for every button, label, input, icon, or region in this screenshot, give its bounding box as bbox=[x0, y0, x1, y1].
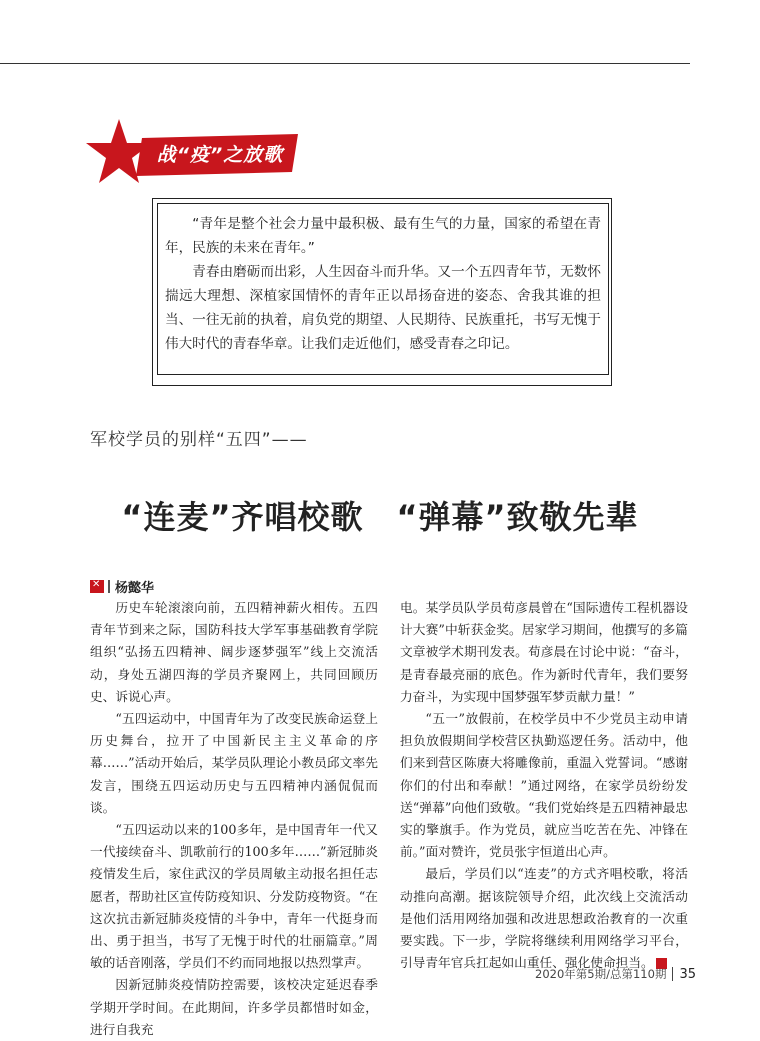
body-paragraph: “五四运动中，中国青年为了改变民族命运登上历史舞台，拉开了中国新民主主义革命的序幕……”活动开始后，某学员队理论小教员邱文率先发言，围绕五四运动历史与五四精神内涵侃侃而谈。 bbox=[90, 711, 378, 815]
footer-divider bbox=[672, 967, 673, 981]
quote-paragraph: 青春由磨砺而出彩，人生因奋斗而升华。又一个五四青年节，无数怀揣远大理想、深植家国情怀的青年正以昂扬奋进的姿态、舍我其谁的担当、一往无前的执着，肩负党的期望、人民期待、民族重托，书写无愧于伟大时代的青春华章。让我们走近他们，感受青春之印记。 bbox=[165, 264, 601, 352]
article-column-right bbox=[400, 597, 688, 974]
body-paragraph-text: 最后，学员们以“连麦”的方式齐唱校歌，将活动推向高潮。据该院领导介绍，此次线上交流活动是他们活用网络加强和改进思想政治教育的一次重要实践。下一步，学院将继续利用网络学习平台，引导青年官兵扛起如山重任、强化使命担当。 bbox=[400, 866, 688, 971]
quote-box bbox=[157, 203, 609, 375]
page-number: 35 bbox=[679, 966, 696, 982]
issue-info: 2020年第5期/总第110期 bbox=[535, 967, 667, 981]
author-byline bbox=[90, 578, 154, 594]
article-subtitle: 军校学员的别样“五四”—— bbox=[90, 430, 308, 450]
body-paragraph-last bbox=[400, 863, 688, 974]
top-rule bbox=[0, 63, 690, 64]
page-footer bbox=[535, 966, 696, 982]
author-name: 杨懿华 bbox=[115, 580, 155, 596]
body-paragraph: 电。某学员队学员荀彦晨曾在“国际遗传工程机器设计大赛”中斩获金奖。居家学习期间，他撰写的多篇文章被学术期刊发表。荀彦晨在讨论中说：“奋斗，是青春最亮丽的底色。作为新时代青年，我们要努力奋斗，为实现中国梦强军梦贡献力量！” bbox=[400, 600, 688, 704]
article-column-left bbox=[90, 597, 378, 1041]
author-mark-icon bbox=[90, 580, 104, 593]
section-banner-title: 战“疫”之放歌 bbox=[156, 144, 284, 166]
article-title: “连麦”齐唱校歌 “弹幕”致敬先辈 bbox=[121, 498, 639, 536]
body-paragraph: “五一”放假前，在校学员中不少党员主动申请担负放假期间学校营区执勤巡逻任务。活动中，他们来到营区陈赓大将雕像前，重温入党誓词。“感谢你们的付出和奉献！”通过网络，在家学员纷纷发送“弹幕”向他们致敬。“我们党始终是五四精神最忠实的擎旗手。作为党员，就应当吃苦在先、冲锋在前。”面对赞许，党员张宇恒道出心声。 bbox=[400, 711, 688, 860]
end-mark-icon: G bbox=[656, 958, 667, 969]
body-paragraph: 因新冠肺炎疫情防控需要，该校决定延迟春季学期开学时间。在此期间，许多学员都惜时如金，进行自我充 bbox=[90, 977, 378, 1037]
body-paragraph: “五四运动以来的100多年，是中国青年一代又一代接续奋斗、凯歌前行的100多年……”新冠肺炎疫情发生后，家住武汉的学员周敏主动报名担任志愿者，帮助社区宣传防疫知识、分发防疫物资。“在这次抗击新冠肺炎疫情的斗争中，青年一代挺身而出、勇于担当，书写了无愧于时代的壮丽篇章。”周敏的话音刚落，学员们不约而同地报以热烈掌声。 bbox=[90, 822, 378, 971]
author-divider bbox=[108, 580, 110, 593]
body-paragraph: 历史车轮滚滚向前，五四精神薪火相传。五四青年节到来之际，国防科技大学军事基础教育学院组织“弘扬五四精神、阔步逐梦强军”线上交流活动，身处五湖四海的学员齐聚网上，共同回顾历史、诉说心声。 bbox=[90, 600, 378, 704]
quote-paragraph: “青年是整个社会力量中最积极、最有生气的力量，国家的希望在青年，民族的未来在青年。” bbox=[165, 216, 601, 256]
